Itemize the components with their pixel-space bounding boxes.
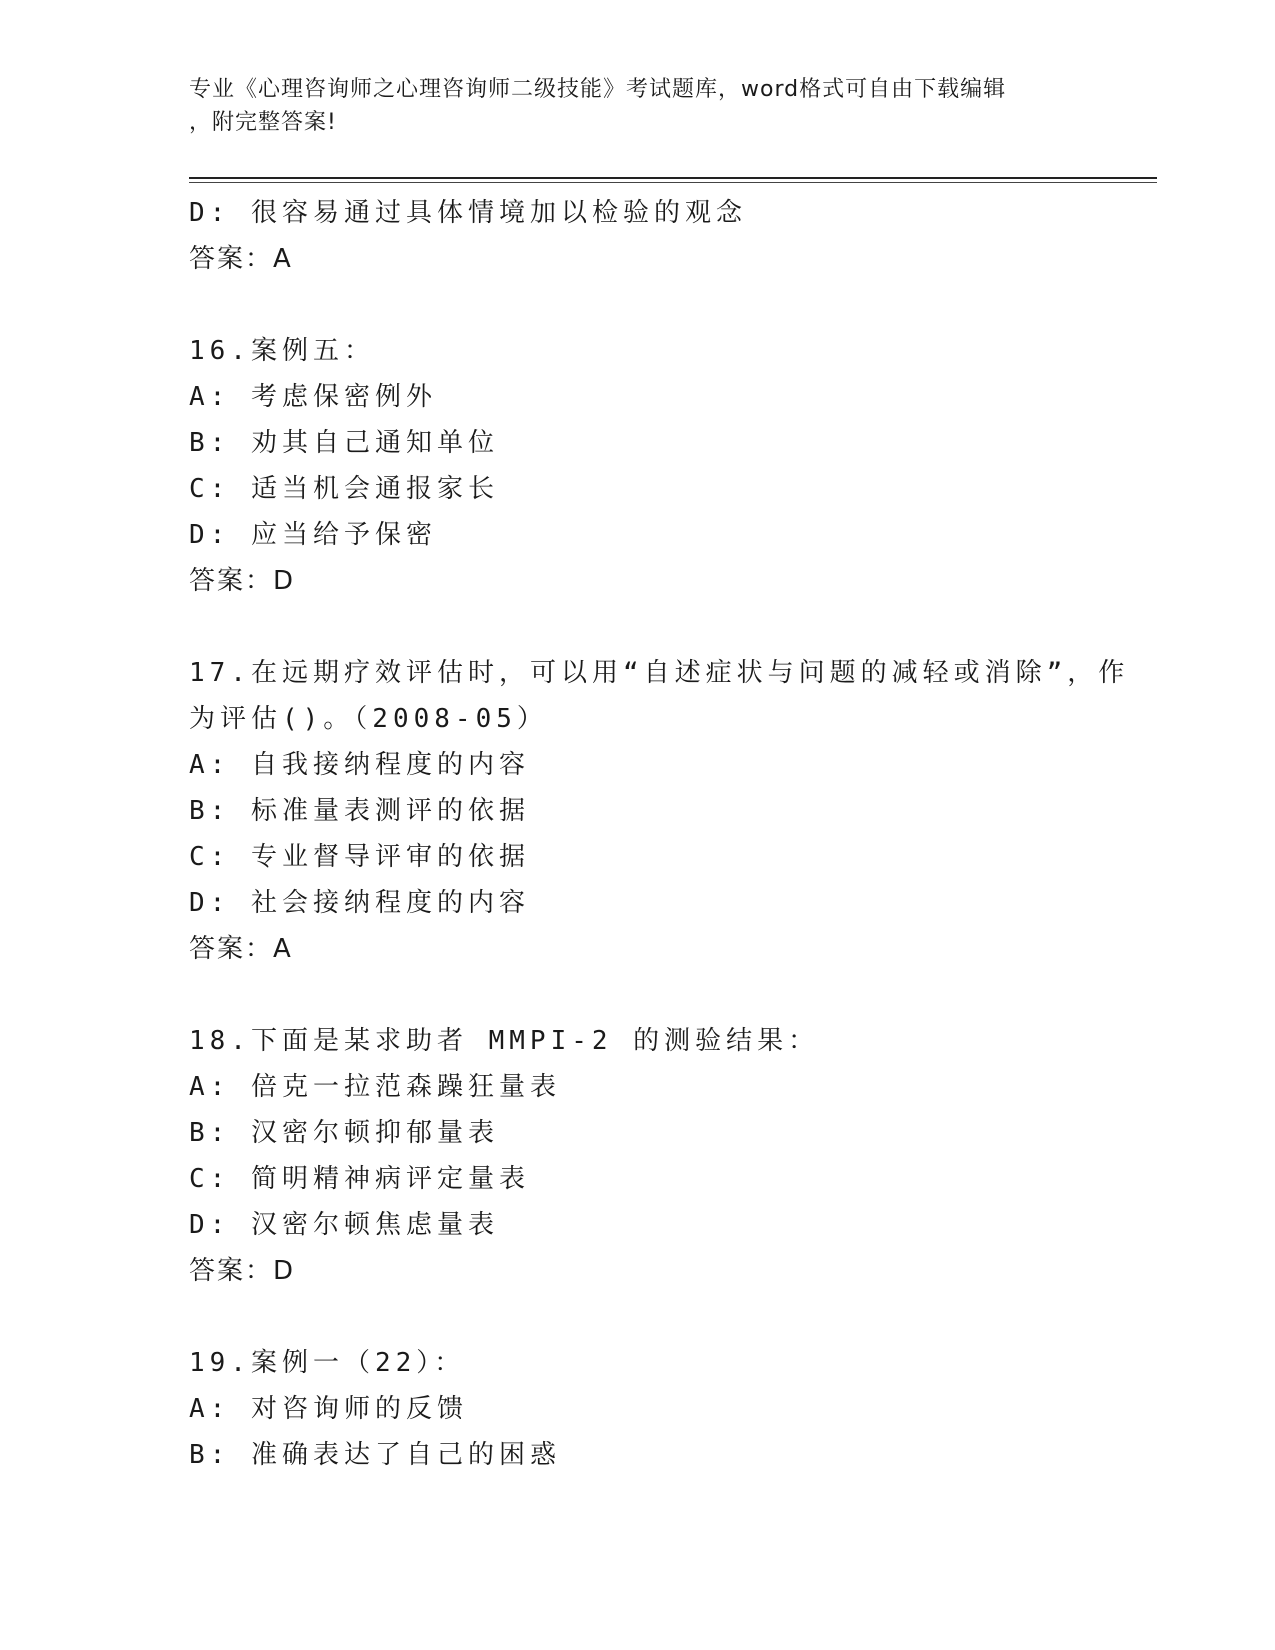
answer: 答案：A bbox=[189, 934, 293, 964]
spacer bbox=[189, 604, 1089, 650]
option-c: C: 适当机会通报家长 bbox=[189, 474, 499, 504]
option-b: B: 汉密尔顿抑郁量表 bbox=[189, 1118, 499, 1148]
document-header bbox=[189, 73, 1089, 139]
question-17 bbox=[189, 650, 1130, 972]
spacer bbox=[189, 972, 1089, 1018]
option-c: C: 简明精神病评定量表 bbox=[189, 1164, 530, 1194]
question-16 bbox=[189, 328, 1089, 604]
option-b: B: 准确表达了自己的困惑 bbox=[189, 1440, 561, 1470]
header-line-2: ，附完整答案! bbox=[189, 110, 337, 135]
question-stem: 18.下面是某求助者 MMPI-2 的测验结果： bbox=[189, 1026, 820, 1056]
question-stem: 16.案例五： bbox=[189, 336, 375, 366]
option-a: A: 倍克一拉范森躁狂量表 bbox=[189, 1072, 561, 1102]
prev-answer: 答案：A bbox=[189, 244, 293, 274]
prev-option-d: D: 很容易通过具体情境加以检验的观念 bbox=[189, 198, 747, 228]
option-d: D: 应当给予保密 bbox=[189, 520, 437, 550]
option-a: A: 自我接纳程度的内容 bbox=[189, 750, 530, 780]
header-line-1: 专业《心理咨询师之心理咨询师二级技能》考试题库，word格式可自由下载编辑 bbox=[189, 77, 1007, 102]
answer: 答案：D bbox=[189, 1256, 296, 1286]
question-stem: 17.在远期疗效评估时，可以用“自述症状与问题的减轻或消除”，作 bbox=[189, 658, 1130, 688]
header-divider-thick bbox=[189, 177, 1157, 179]
option-b: B: 标准量表测评的依据 bbox=[189, 796, 530, 826]
option-d: D: 汉密尔顿焦虑量表 bbox=[189, 1210, 499, 1240]
question-stem: 19.案例一（22）： bbox=[189, 1348, 466, 1378]
option-a: A: 考虑保密例外 bbox=[189, 382, 437, 412]
question-18 bbox=[189, 1018, 1089, 1294]
question-19 bbox=[189, 1340, 1089, 1478]
option-c: C: 专业督导评审的依据 bbox=[189, 842, 530, 872]
spacer bbox=[189, 1294, 1089, 1340]
answer: 答案：D bbox=[189, 566, 296, 596]
question-list bbox=[189, 190, 1130, 1478]
spacer bbox=[189, 282, 1089, 328]
option-b: B: 劝其自己通知单位 bbox=[189, 428, 499, 458]
question-stem-cont: 为评估()。（2008-05） bbox=[189, 704, 548, 734]
header-divider-thin bbox=[189, 182, 1157, 183]
option-d: D: 社会接纳程度的内容 bbox=[189, 888, 530, 918]
option-a: A: 对咨询师的反馈 bbox=[189, 1394, 468, 1424]
